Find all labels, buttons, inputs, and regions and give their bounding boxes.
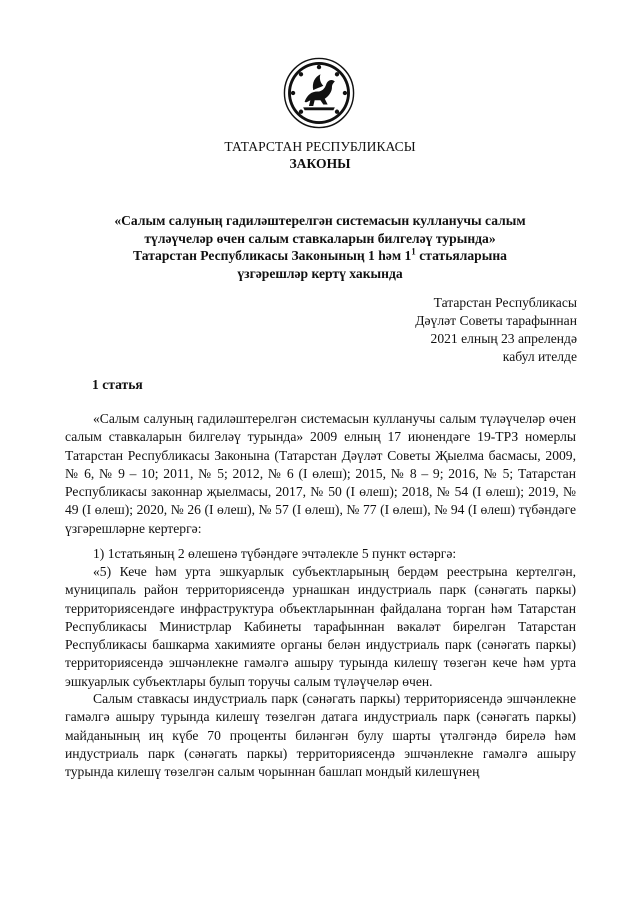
law-heading: ЗАКОНЫ — [289, 156, 351, 171]
article-heading: 1 статья — [92, 377, 143, 392]
title-text: статьяларына — [415, 248, 507, 263]
adoption-block — [415, 294, 577, 366]
title-line: үзгәрешләр кертү хакында — [237, 265, 403, 281]
adoption-line: Дәүләт Советы тарафыннан — [415, 313, 577, 328]
title-line — [60, 247, 580, 265]
paragraph: 1) 1статьяның 2 өлешенә түбәндәге эчтәлекле 5 пункт өстәргә: — [93, 546, 457, 561]
law-title — [60, 212, 580, 282]
paragraph: «Салым салуның гадиләштерелгән системасын кулланучы салым түләүчеләр өчен салым ставкаларын билгеләү турында» 2009 елның 17 июнендәге 19-ТРЗ номерлы Татарстан Республикасы Законына (Татарстан Дәүләт Советы Җыелма басмасы, 2009, № 6, № 9 – 10; 2011, № 5; 2012, № 6 (I өлеш); 2015, № 8 – 9; 2016, № 5; Татарстан Республикасы законнар җыелмасы, 2017, № 50 (I өлеш); 2018, № 54 (I өлеш); 2019, № 49 (I өлеш); 2020, № 26 (I өлеш), № 57 (I өлеш), № 77 (I өлеш), № 94 (I өлеш) түбәндәге үзгәрешләрне кертергә: — [65, 411, 576, 536]
title-text: Татарстан Республикасы Законының 1 һәм 1 — [133, 248, 412, 263]
title-line: «Салым салуның гадиләштерелгән системасын кулланучы салым — [114, 213, 526, 228]
paragraph: Салым ставкасы индустриаль парк (сәнәгать паркы) территориясендә эшчәнлекне гамәлгә ашыру турында килешү төзелгән датага индустриаль парк (сәнәгать паркы) майданының иң күбе 70 проценты биләнгән булу шарты үтәлгәндә бирелә һәм индустриаль парк (сәнәгать паркы) территориясендә эшчәнлекне гамәлгә ашыру турында килешү төзелгән салым чорыннан башлап мондый килешүнең — [65, 691, 576, 780]
adoption-line: кабул ителде — [502, 349, 577, 364]
paragraph: «5) Кече һәм урта эшкуарлык субъектларының бердәм реестрына кертелгән, муниципаль район территориясендә урнашкан индустриаль парк (сәнәгать паркы) территориясендәге инфраструктура объектларыннан файдалана торган һәм Татарстан Республикасы Министрлар Кабинеты тарафыннан вәкаләт бирелгән Татарстан Республикасы башкарма хакимияте органы белән индустриаль парк (сәнәгать паркы) территориясендә эшчәнлекне гамәлгә ашыру турында килешү төзегән кече һәм урта эшкуарлык субъектлары булып торучы салым түләүчеләр өчен. — [65, 564, 576, 689]
tatarstan-coat-of-arms-icon — [283, 57, 355, 129]
adoption-line: Татарстан Республикасы — [433, 295, 577, 310]
adoption-line: 2021 елның 23 апрелендә — [430, 331, 577, 346]
superscript: 1 — [411, 246, 416, 257]
republic-heading: ТАТАРСТАН РЕСПУБЛИКАСЫ — [224, 139, 416, 154]
title-line: түләүчеләр өчен салым ставкаларын билгеләү турында» — [144, 230, 496, 246]
